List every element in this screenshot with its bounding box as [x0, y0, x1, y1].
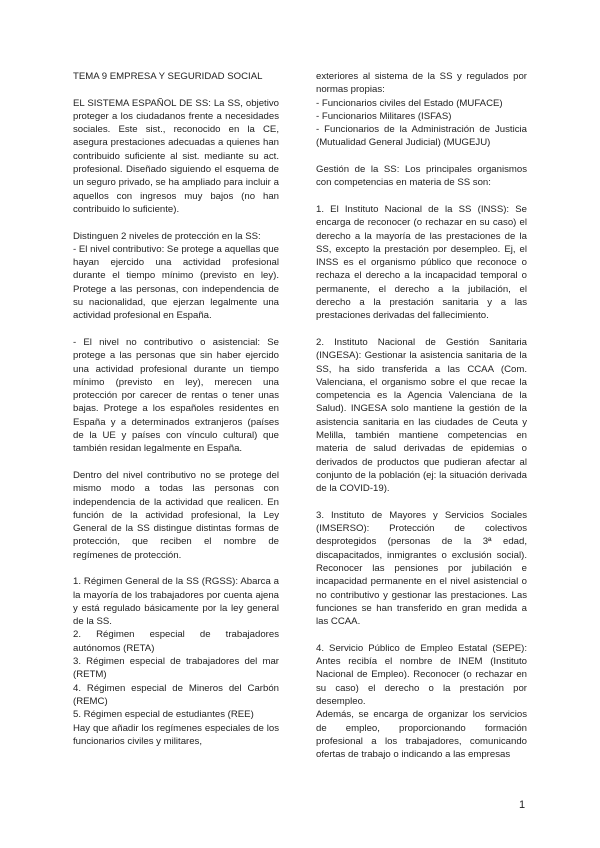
paragraph-inss: 1. El Instituto Nacional de la SS (INSS): Se encarga de reconocer (o rechazar en su caso) el derecho a la mayoría de las prestaciones de la SS, excepto la prestación por desempleo. Ej, el INSS es el organismo público que reconoce o rechaza el derecho a la incapacidad temporal o permanente, el derecho a la jubilación, el derecho a la prestación sanitaria y a las prestaciones derivadas del fallecimiento. — [316, 203, 527, 322]
paragraph-sepe: 4. Servicio Público de Empleo Estatal (SEPE): Antes recibía el nombre de INEM (Instituto Nacional de Empleo). Reconocer (o rechazar en su caso) el derecho o la prestación por desempleo. — [316, 642, 527, 707]
paragraph-ingesa: 2. Instituto Nacional de Gestión Sanitaria (INGESA): Gestionar la asistencia sanitaria de la SS, ha sido transferida a las CCAA (Com. Valenciana, el organismo sobre el que recae la competencia es la Agencia Valenciana de la Salud). INGESA solo mantiene la gestión de la asistencia sanitaria en las ciudades de Ceuta y Melilla, también mantiene competencias en materia de salud derivadas de epidemias o derivados de productos que pudieran afectar al conjunto de la población (ej: la situación derivada de la COVID-19). — [316, 336, 527, 495]
page-number: 1 — [519, 799, 526, 811]
paragraph-sepe-continued: Además, se encarga de organizar los servicios de empleo, proporcionando formación profesional a los trabajadores, comunicando ofertas de trabajo o indicando a las empresas — [316, 709, 527, 761]
paragraph-funcionarios: Hay que añadir los regímenes especiales de los funcionarios civiles y militares, — [73, 722, 279, 747]
paragraph-nivel-no-contributivo: - El nivel no contributivo o asistencial: Se protege a las personas que sin haber ejercido una actividad profesional durante un tiempo mínimo (previsto en ley), merecen una protección por carecer de rentas o tener unas bajas. Protege a los españoles residentes en España y a determinados extranjeros (países de la UE y países con vínculo cultural) que también residan legalmente en España. — [73, 336, 279, 455]
paragraph-gestion: Gestión de la SS: Los principales organismos con competencias en materia de SS son: — [316, 164, 527, 189]
right-column — [316, 70, 527, 761]
list-item-isfas: - Funcionarios Militares (ISFAS) — [316, 110, 452, 122]
paragraph-regimenes-intro: Dentro del nivel contributivo no se protege del mismo modo a todas las personas con independencia de la actividad que realicen. En función de la actividad profesional, la Ley General de la SS distingue distintas formas de protección, que reciben el nombre de regímenes de protección. — [73, 469, 279, 561]
regime-list-item: 4. Régimen especial de Mineros del Carbón (REMC) — [73, 682, 279, 707]
list-item-mugeju: - Funcionarios de la Administración de Justicia (Mutualidad General Judicial) (MUGEJU) — [316, 124, 527, 149]
paragraph-nivel-contributivo: - El nivel contributivo: Se protege a aquellas que hayan ejercido una actividad profesional durante el tiempo mínimo (previsto en ley). Protege a las personas, con independencia de su nacionalidad, que ejerzan legalmente una actividad profesional en España. — [73, 243, 279, 322]
paragraph-niveles-intro: Distinguen 2 niveles de protección en la SS: — [73, 230, 261, 242]
regime-list-item: 2. Régimen especial de trabajadores autónomos (RETA) — [73, 629, 279, 654]
document-title: TEMA 9 EMPRESA Y SEGURIDAD SOCIAL — [73, 71, 263, 82]
paragraph-sistema: EL SISTEMA ESPAÑOL DE SS: La SS, objetivo proteger a los ciudadanos frente a necesidades sociales. Este sist., reconocido en la CE, asegura prestaciones adecuadas a quienes han contribuido suficiente al sist. mediante su act. profesional. Diseñado siguiendo el esquema de un seguro privado, se ha ampliado para incluir a aquellos con ingresos muy bajos (no han contribuido lo suficiente). — [73, 97, 279, 215]
left-column — [73, 70, 279, 748]
regime-list-item: 1. Régimen General de la SS (RGSS): Abarca a la mayoría de los trabajadores por cuenta ajena y está regulado básicamente por la ley general de la SS. — [73, 576, 279, 628]
paragraph-imserso: 3. Instituto de Mayores y Servicios Sociales (IMSERSO): Protección de colectivos desprotegidos (personas de la 3ª edad, discapacitados, inmigrantes o exclusión social). Reconocer las pensiones por jubilación e incapacidad permanente en el nivel asistencial o no contributivo y gestionar las prestaciones. Las funciones se han transferido en gran medida a las CCAA. — [316, 509, 527, 628]
paragraph-continuation: exteriores al sistema de la SS y regulados por normas propias: — [316, 71, 527, 96]
regime-list-item: 5. Régimen especial de estudiantes (REE) — [73, 709, 254, 721]
list-item-muface: - Funcionarios civiles del Estado (MUFACE) — [316, 97, 503, 109]
regime-list-item: 3. Régimen especial de trabajadores del mar (RETM) — [73, 656, 279, 681]
